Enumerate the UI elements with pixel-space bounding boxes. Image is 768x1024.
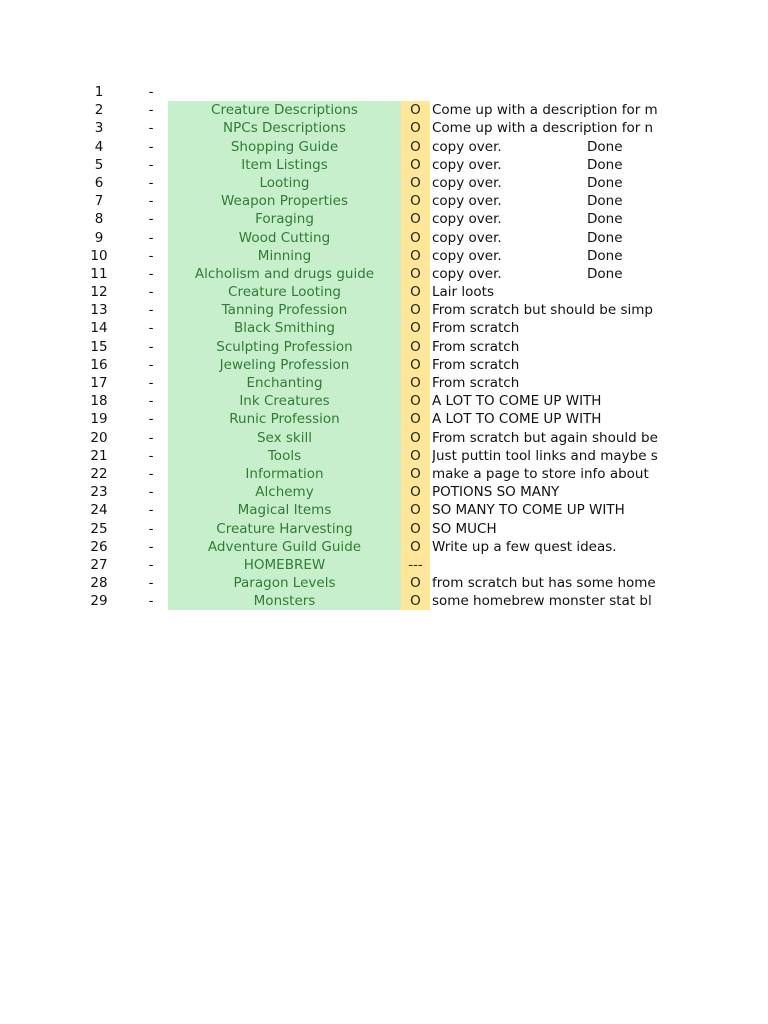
description-cell: Come up with a description for n — [432, 120, 654, 137]
row-number-cell: 7 — [94, 193, 104, 210]
status-cell: O — [401, 265, 430, 283]
row-number-cell: 29 — [90, 593, 108, 610]
row-number-cell: 1 — [94, 84, 104, 100]
task-name-cell: Minning — [168, 247, 401, 265]
task-name-cell: Jeweling Profession — [168, 356, 401, 374]
status-cell: O — [401, 520, 430, 538]
done-cell: Done — [587, 247, 623, 264]
row-number-cell: 4 — [94, 138, 104, 155]
task-name-cell: Runic Profession — [168, 410, 401, 428]
status-cell: O — [401, 538, 430, 556]
table-row — [0, 319, 768, 337]
status-cell: O — [401, 465, 430, 483]
table-row — [0, 156, 768, 174]
table-row — [0, 520, 768, 538]
table-row — [0, 592, 768, 610]
description-cell: From scratch — [432, 356, 520, 373]
status-cell: --- — [401, 556, 430, 574]
dash-cell: - — [148, 538, 154, 555]
description-cell: SO MUCH — [432, 520, 497, 537]
table-row — [0, 119, 768, 137]
dash-cell: - — [148, 338, 154, 355]
row-number-cell: 6 — [94, 174, 104, 191]
description-cell: copy over. — [432, 193, 502, 210]
status-cell: O — [401, 356, 430, 374]
task-name-cell: Creature Looting — [168, 283, 401, 301]
description-cell: SO MANY TO COME UP WITH — [432, 502, 625, 519]
task-name-cell: Alcholism and drugs guide — [168, 265, 401, 283]
row-number-cell: 24 — [90, 502, 108, 519]
row-number-cell: 19 — [90, 411, 108, 428]
description-cell: copy over. — [432, 138, 502, 155]
dash-cell: - — [148, 429, 154, 446]
task-name-cell: Creature Descriptions — [168, 101, 401, 119]
row-number-cell: 17 — [90, 375, 108, 391]
dash-cell: - — [148, 556, 154, 573]
dash-cell: - — [148, 447, 154, 464]
row-number-cell: 23 — [90, 484, 108, 501]
table-row — [0, 101, 768, 119]
row-number-cell: 25 — [90, 520, 108, 537]
description-cell: A LOT TO COME UP WITH — [432, 411, 602, 428]
table-row — [0, 447, 768, 465]
task-name-cell: Monsters — [168, 592, 401, 610]
dash-cell: - — [148, 193, 154, 210]
table-row — [0, 265, 768, 283]
description-cell: From scratch but again should be — [432, 429, 658, 446]
dash-cell: - — [148, 120, 154, 137]
row-number-cell: 12 — [90, 284, 108, 301]
status-cell: O — [401, 301, 430, 319]
row-number-cell: 16 — [90, 356, 108, 373]
row-number-cell: 2 — [94, 102, 104, 119]
status-cell: O — [401, 101, 430, 119]
status-cell: O — [401, 229, 430, 247]
description-cell: Lair loots — [432, 284, 494, 301]
dash-cell: - — [148, 84, 154, 100]
description-cell: From scratch — [432, 320, 520, 337]
row-number-cell: 27 — [90, 556, 108, 573]
table-row — [0, 138, 768, 156]
done-cell: Done — [587, 265, 623, 282]
table-row — [0, 465, 768, 483]
description-cell: copy over. — [432, 156, 502, 173]
task-name-cell: Black Smithing — [168, 319, 401, 337]
task-name-cell: Sculpting Profession — [168, 338, 401, 356]
description-cell: copy over. — [432, 247, 502, 264]
done-cell: Done — [587, 156, 623, 173]
table-row — [0, 429, 768, 447]
status-cell: O — [401, 192, 430, 210]
status-cell: O — [401, 429, 430, 447]
row-number-cell: 8 — [94, 211, 104, 228]
status-cell: O — [401, 483, 430, 501]
dash-cell: - — [148, 247, 154, 264]
row-number-cell: 3 — [94, 120, 104, 137]
table-row — [0, 356, 768, 374]
row-number-cell: 21 — [90, 447, 108, 464]
dash-cell: - — [148, 229, 154, 246]
dash-cell: - — [148, 411, 154, 428]
description-cell: copy over. — [432, 229, 502, 246]
task-name-cell: Adventure Guild Guide — [168, 538, 401, 556]
description-cell: Write up a few quest ideas. — [432, 538, 617, 555]
task-name-cell: Sex skill — [168, 429, 401, 447]
status-cell: O — [401, 447, 430, 465]
table-row — [0, 392, 768, 410]
table-row — [0, 247, 768, 265]
description-cell: copy over. — [432, 174, 502, 191]
table-row — [0, 283, 768, 301]
row-number-cell: 22 — [90, 465, 108, 482]
status-cell: O — [401, 592, 430, 610]
status-cell: O — [401, 174, 430, 192]
table-row — [0, 174, 768, 192]
task-name-cell: Shopping Guide — [168, 138, 401, 156]
description-cell: copy over. — [432, 265, 502, 282]
row-number-cell: 26 — [90, 538, 108, 555]
dash-cell: - — [148, 484, 154, 501]
dash-cell: - — [148, 156, 154, 173]
table-row — [0, 83, 768, 101]
dash-cell: - — [148, 356, 154, 373]
table-row — [0, 374, 768, 392]
description-cell: from scratch but has some home — [432, 575, 656, 592]
status-cell: O — [401, 374, 430, 392]
row-number-cell: 9 — [94, 229, 104, 246]
dash-cell: - — [148, 302, 154, 319]
table-row — [0, 338, 768, 356]
done-cell: Done — [587, 174, 623, 191]
row-number-cell: 10 — [90, 247, 108, 264]
table-row — [0, 410, 768, 428]
task-name-cell: Magical Items — [168, 501, 401, 519]
dash-cell: - — [148, 575, 154, 592]
status-cell: O — [401, 410, 430, 428]
description-cell: A LOT TO COME UP WITH — [432, 393, 602, 410]
status-cell: O — [401, 210, 430, 228]
task-name-cell: Paragon Levels — [168, 574, 401, 592]
description-cell: From scratch — [432, 338, 520, 355]
description-cell: some homebrew monster stat bl — [432, 593, 652, 610]
status-cell: O — [401, 319, 430, 337]
dash-cell: - — [148, 465, 154, 482]
done-cell: Done — [587, 193, 623, 210]
dash-cell: - — [148, 502, 154, 519]
task-name-cell: HOMEBREW — [168, 556, 401, 574]
done-cell: Done — [587, 229, 623, 246]
description-cell: Just puttin tool links and maybe s — [432, 447, 658, 464]
dash-cell: - — [148, 284, 154, 301]
dash-cell: - — [148, 174, 154, 191]
table-row — [0, 538, 768, 556]
table-row — [0, 483, 768, 501]
description-cell: POTIONS SO MANY — [432, 484, 560, 501]
task-name-cell: Creature Harvesting — [168, 520, 401, 538]
row-number-cell: 14 — [90, 320, 108, 337]
task-name-cell: Ink Creatures — [168, 392, 401, 410]
status-cell: O — [401, 392, 430, 410]
status-cell: O — [401, 338, 430, 356]
dash-cell: - — [148, 393, 154, 410]
dash-cell: - — [148, 520, 154, 537]
status-cell: O — [401, 247, 430, 265]
table-row — [0, 301, 768, 319]
dash-cell: - — [148, 265, 154, 282]
dash-cell: - — [148, 138, 154, 155]
status-cell: O — [401, 119, 430, 137]
spreadsheet-printout — [0, 83, 768, 610]
task-name-cell: Alchemy — [168, 483, 401, 501]
task-name-cell: Foraging — [168, 210, 401, 228]
row-number-cell: 20 — [90, 429, 108, 446]
status-cell: O — [401, 283, 430, 301]
done-cell: Done — [587, 211, 623, 228]
dash-cell: - — [148, 320, 154, 337]
task-name-cell: NPCs Descriptions — [168, 119, 401, 137]
task-name-cell: Weapon Properties — [168, 192, 401, 210]
task-name-cell: Item Listings — [168, 156, 401, 174]
task-name-cell: Tanning Profession — [168, 301, 401, 319]
description-cell: Come up with a description for m — [432, 102, 658, 119]
row-number-cell: 11 — [90, 265, 108, 282]
dash-cell: - — [148, 211, 154, 228]
row-number-cell: 15 — [90, 338, 108, 355]
dash-cell: - — [148, 375, 154, 391]
table-row — [0, 192, 768, 210]
task-name-cell: Information — [168, 465, 401, 483]
status-cell: O — [401, 138, 430, 156]
done-cell: Done — [587, 138, 623, 155]
task-name-cell: Tools — [168, 447, 401, 465]
table-row — [0, 556, 768, 574]
dash-cell: - — [148, 102, 154, 119]
status-cell: O — [401, 501, 430, 519]
row-number-cell: 13 — [90, 302, 108, 319]
table-row — [0, 501, 768, 519]
task-name-cell: Wood Cutting — [168, 229, 401, 247]
status-cell: O — [401, 574, 430, 592]
row-number-cell: 28 — [90, 575, 108, 592]
description-cell: From scratch — [432, 375, 520, 391]
row-number-cell: 18 — [90, 393, 108, 410]
table-row — [0, 574, 768, 592]
table-row — [0, 229, 768, 247]
description-cell: From scratch but should be simp — [432, 302, 653, 319]
description-cell: make a page to store info about — [432, 465, 649, 482]
dash-cell: - — [148, 593, 154, 610]
task-name-cell: Enchanting — [168, 374, 401, 392]
description-cell: copy over. — [432, 211, 502, 228]
table-row — [0, 210, 768, 228]
row-number-cell: 5 — [94, 156, 104, 173]
task-name-cell: Looting — [168, 174, 401, 192]
status-cell: O — [401, 156, 430, 174]
